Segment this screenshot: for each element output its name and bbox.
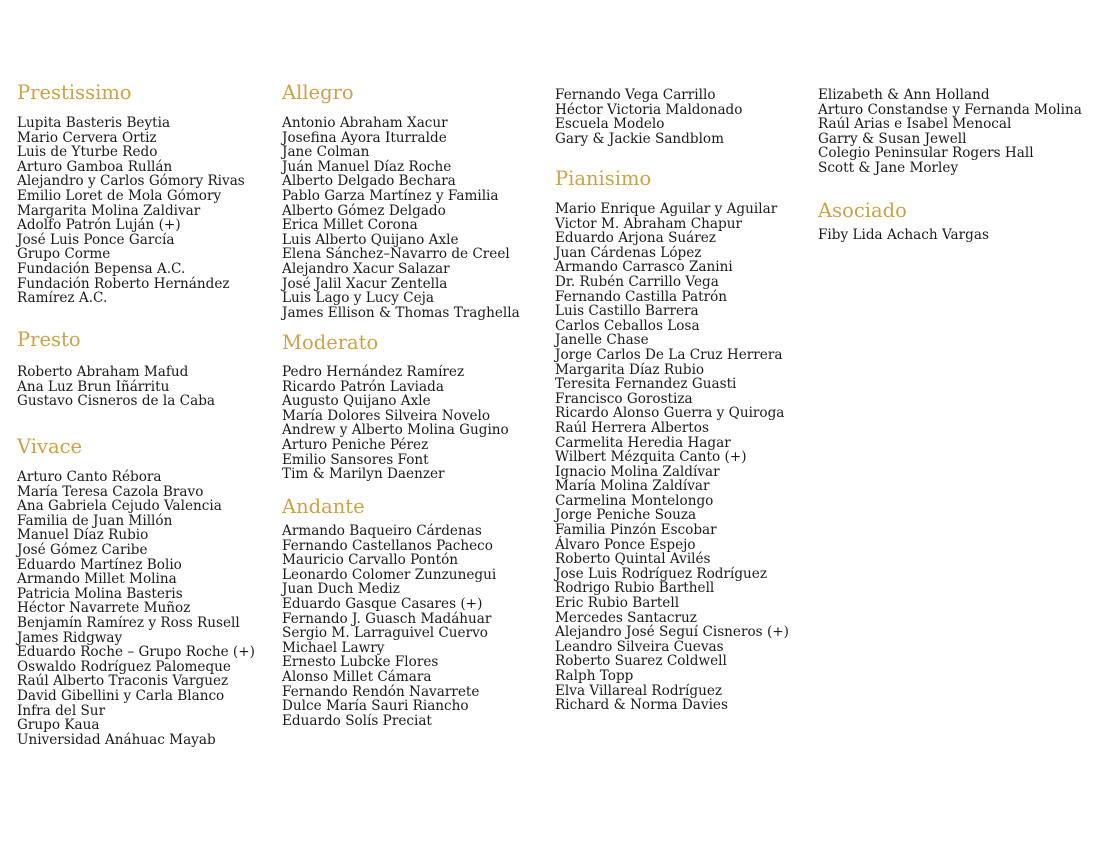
donor-name: Fernando Castilla Patrón (555, 288, 728, 305)
donor-name: James Ellison & Thomas Traghella (282, 304, 520, 321)
donor-name: Luis Castillo Barrera (555, 303, 699, 320)
donor-name: Luis Alberto Quijano Axle (282, 231, 459, 248)
donor-name: Eduardo Martínez Bolio (17, 556, 182, 573)
donor-name: David Gibellini y Carla Blanco (17, 687, 225, 704)
name-list-pianisimo-continued (818, 88, 1082, 176)
donor-name: Alejandro y Carlos Gómory Rivas (17, 173, 245, 190)
donor-name: Grupo Corme (17, 246, 111, 263)
donor-name: Ana Gabriela Cejudo Valencia (17, 498, 222, 515)
donor-name: Emilio Sansores Font (282, 451, 429, 468)
donor-name: Álvaro Ponce Espejo (555, 536, 696, 553)
donor-name: Jane Colman (282, 144, 370, 161)
donor-name: Alejandro Xacur Salazar (282, 260, 450, 277)
donor-name: Arturo Peniche Pérez (282, 436, 429, 453)
section-title-presto: Presto (17, 328, 81, 351)
donor-name: Eduardo Roche – Grupo Roche (+) (17, 644, 255, 661)
donor-name: Manuel Díaz Rubio (17, 527, 149, 544)
donor-name: Elena Sánchez–Navarro de Creel (282, 246, 510, 263)
donor-name: Eric Rubio Bartell (555, 595, 680, 612)
donor-name: Jorge Peniche Souza (555, 507, 697, 524)
donor-name: Fiby Lida Achach Vargas (818, 227, 989, 243)
name-list-presto (17, 365, 215, 409)
donor-name: Tim & Marilyn Daenzer (282, 466, 445, 483)
section-title-andante: Andante (282, 495, 365, 518)
donor-name: Familia Pinzón Escobar (555, 522, 717, 539)
donor-name: Antonio Abraham Xacur (282, 115, 448, 131)
donor-name: Sergio M. Larraguivel Cuervo (282, 625, 488, 642)
donor-name: Raúl Arias e Isabel Menocal (818, 116, 1012, 133)
donor-name: Ricardo Alonso Guerra y Quiroga (555, 405, 785, 422)
donor-name: Eduardo Solís Preciat (282, 712, 432, 729)
donor-name: Juan Duch Mediz (282, 581, 400, 598)
donor-name: Carlos Ceballos Losa (555, 317, 700, 334)
donor-name: Pablo Garza Martínez y Familia (282, 187, 499, 204)
donor-name: Leonardo Colomer Zunzunegui (282, 566, 497, 583)
name-list-prestissimo (17, 116, 245, 306)
donor-name: Raúl Alberto Traconis Varguez (17, 673, 229, 690)
donor-name: Benjamín Ramírez y Ross Rusell (17, 614, 240, 631)
donor-name: María Molina Zaldívar (555, 478, 710, 495)
donor-name: Ernesto Lubcke Flores (282, 654, 439, 671)
donor-name: Wilbert Mézquita Canto (+) (555, 449, 747, 466)
donor-name: Ralph Topp (555, 668, 634, 684)
donor-name: Juan Cárdenas López (555, 244, 702, 261)
section-title-vivace: Vivace (17, 435, 83, 458)
donor-name: Alberto Delgado Bechara (282, 173, 456, 190)
donor-name: Fernando J. Guasch Madáhuar (282, 610, 492, 627)
donor-name: James Ridgway (17, 629, 123, 646)
name-list-pianisimo (555, 202, 789, 713)
donor-name: Alberto Gómez Delgado (282, 202, 446, 219)
donor-name: Fundación Roberto Hernández (17, 275, 230, 292)
donor-name: Rodrigo Rubio Barthell (555, 580, 715, 597)
donor-name: Oswaldo Rodríguez Palomeque (17, 658, 231, 675)
donor-name: Emilio Loret de Mola Gómory (17, 187, 222, 204)
donor-name: Familia de Juan Millón (17, 512, 173, 529)
donor-name: Andrew y Alberto Molina Gugino (282, 422, 509, 439)
donor-name: Eduardo Gasque Casares (+) (282, 595, 483, 612)
donor-name: José Gómez Caribe (17, 541, 148, 558)
donor-name: Juán Manuel Díaz Roche (282, 158, 452, 175)
donor-name: Carmelina Montelongo (555, 492, 714, 509)
donor-name: Janelle Chase (555, 332, 649, 349)
donor-name: Dulce María Sauri Riancho (282, 698, 469, 715)
donor-name: Alonso Millet Cámara (282, 668, 432, 685)
name-list-vivace (17, 470, 255, 747)
donor-name: Carmelita Heredia Hagar (555, 434, 731, 451)
donor-name: Garry & Susan Jewell (818, 130, 967, 147)
donor-name: María Teresa Cazola Bravo (17, 483, 204, 500)
donor-name: Richard & Norma Davies (555, 697, 728, 714)
donor-name: José Jalil Xacur Zentella (282, 275, 448, 292)
donor-name: Fundación Bepensa A.C. (17, 260, 186, 277)
name-list-andante (282, 524, 496, 728)
donor-name: Ignacio Molina Zaldívar (555, 463, 720, 480)
donor-name: Armando Carrasco Zanini (555, 259, 733, 276)
donor-name: Luis Lago y Lucy Ceja (282, 290, 434, 307)
section-title-prestissimo: Prestissimo (17, 81, 132, 104)
section-title-allegro: Allegro (282, 81, 354, 104)
donor-name: Mario Cervera Ortiz (17, 129, 157, 146)
donor-name: Scott & Jane Morley (818, 159, 959, 176)
donor-name: Alejandro José Seguí Cisneros (+) (555, 624, 789, 641)
donor-name: Fernando Castellanos Pacheco (282, 537, 493, 554)
donor-name: Augusto Quijano Axle (282, 393, 431, 410)
donor-name: Mario Enrique Aguilar y Aguilar (555, 201, 778, 217)
donor-name: Jorge Carlos De La Cruz Herrera (555, 346, 783, 363)
donor-name: Ramírez A.C. (17, 290, 108, 307)
donor-name: María Dolores Silveira Novelo (282, 407, 491, 424)
name-list-moderato (282, 365, 509, 482)
donor-name: Roberto Abraham Mafud (17, 364, 189, 380)
name-list-asociado (818, 228, 989, 243)
donor-name: Universidad Anáhuac Mayab (17, 731, 216, 748)
donor-name: Josefina Ayora Iturralde (282, 129, 447, 146)
donor-name: Jose Luis Rodríguez Rodríguez (555, 565, 767, 582)
donor-name: Colegio Peninsular Rogers Hall (818, 145, 1034, 162)
donor-name: Arturo Gamboa Rullán (17, 158, 173, 175)
donor-name: Francisco Gorostiza (555, 390, 693, 407)
donor-name: Erica Millet Corona (282, 217, 418, 234)
donor-name: Roberto Suarez Coldwell (555, 653, 727, 670)
donor-name: Héctor Navarrete Muñoz (17, 600, 191, 617)
donor-name: Arturo Canto Rébora (17, 469, 162, 485)
donor-name: Raúl Herrera Albertos (555, 419, 709, 436)
donor-name: Patricia Molina Basteris (17, 585, 183, 602)
donor-name: Luis de Yturbe Redo (17, 144, 158, 161)
donor-name: Elizabeth & Ann Holland (818, 87, 990, 103)
donor-name: Victor M. Abraham Chapur (555, 215, 742, 232)
donor-name: Mercedes Santacruz (555, 609, 697, 626)
section-title-moderato: Moderato (282, 331, 379, 354)
donor-name: Teresita Fernandez Guasti (555, 376, 737, 393)
donor-name: Margarita Molina Zaldivar (17, 202, 201, 219)
donor-name: Michael Lawry (282, 639, 385, 656)
donor-name: Armando Baqueiro Cárdenas (282, 523, 482, 539)
donor-name: Lupita Basteris Beytia (17, 115, 171, 131)
donor-name: Gary & Jackie Sandblom (555, 130, 724, 147)
donor-name: Ana Luz Brun Iñárritu (17, 378, 170, 395)
donor-name: José Luis Ponce García (17, 231, 175, 248)
donor-name: Armando Millet Molina (17, 571, 177, 588)
donor-name: Roberto Quintal Avilés (555, 551, 711, 568)
donor-name: Arturo Constandse y Fernanda Molina (818, 101, 1082, 118)
donor-name: Leandro Silveira Cuevas (555, 638, 724, 655)
name-list-allegro (282, 116, 520, 320)
donor-name: Ricardo Patrón Laviada (282, 378, 444, 395)
donor-name: Gustavo Cisneros de la Caba (17, 393, 215, 410)
donor-name: Adolfo Patrón Luján (+) (17, 217, 181, 234)
section-title-pianisimo: Pianisimo (555, 167, 652, 190)
donor-name: Eduardo Arjona Suárez (555, 230, 716, 247)
donor-name: Margarita Díaz Rubio (555, 361, 705, 378)
donor-name: Pedro Hernández Ramírez (282, 364, 465, 380)
donor-name: Infra del Sur (17, 702, 106, 719)
donor-name: Elva Villareal Rodríguez (555, 682, 723, 699)
donor-name: Héctor Victoria Maldonado (555, 101, 743, 118)
donor-name: Dr. Rubén Carrillo Vega (555, 273, 719, 290)
donor-name: Mauricio Carvallo Pontón (282, 552, 459, 569)
name-list-andante-continued (555, 88, 742, 146)
section-title-asociado: Asociado (818, 199, 907, 222)
donor-name: Fernando Vega Carrillo (555, 87, 716, 103)
donor-name: Escuela Modelo (555, 116, 665, 133)
donor-name: Grupo Kaua (17, 717, 100, 734)
donor-name: Fernando Rendón Navarrete (282, 683, 480, 700)
